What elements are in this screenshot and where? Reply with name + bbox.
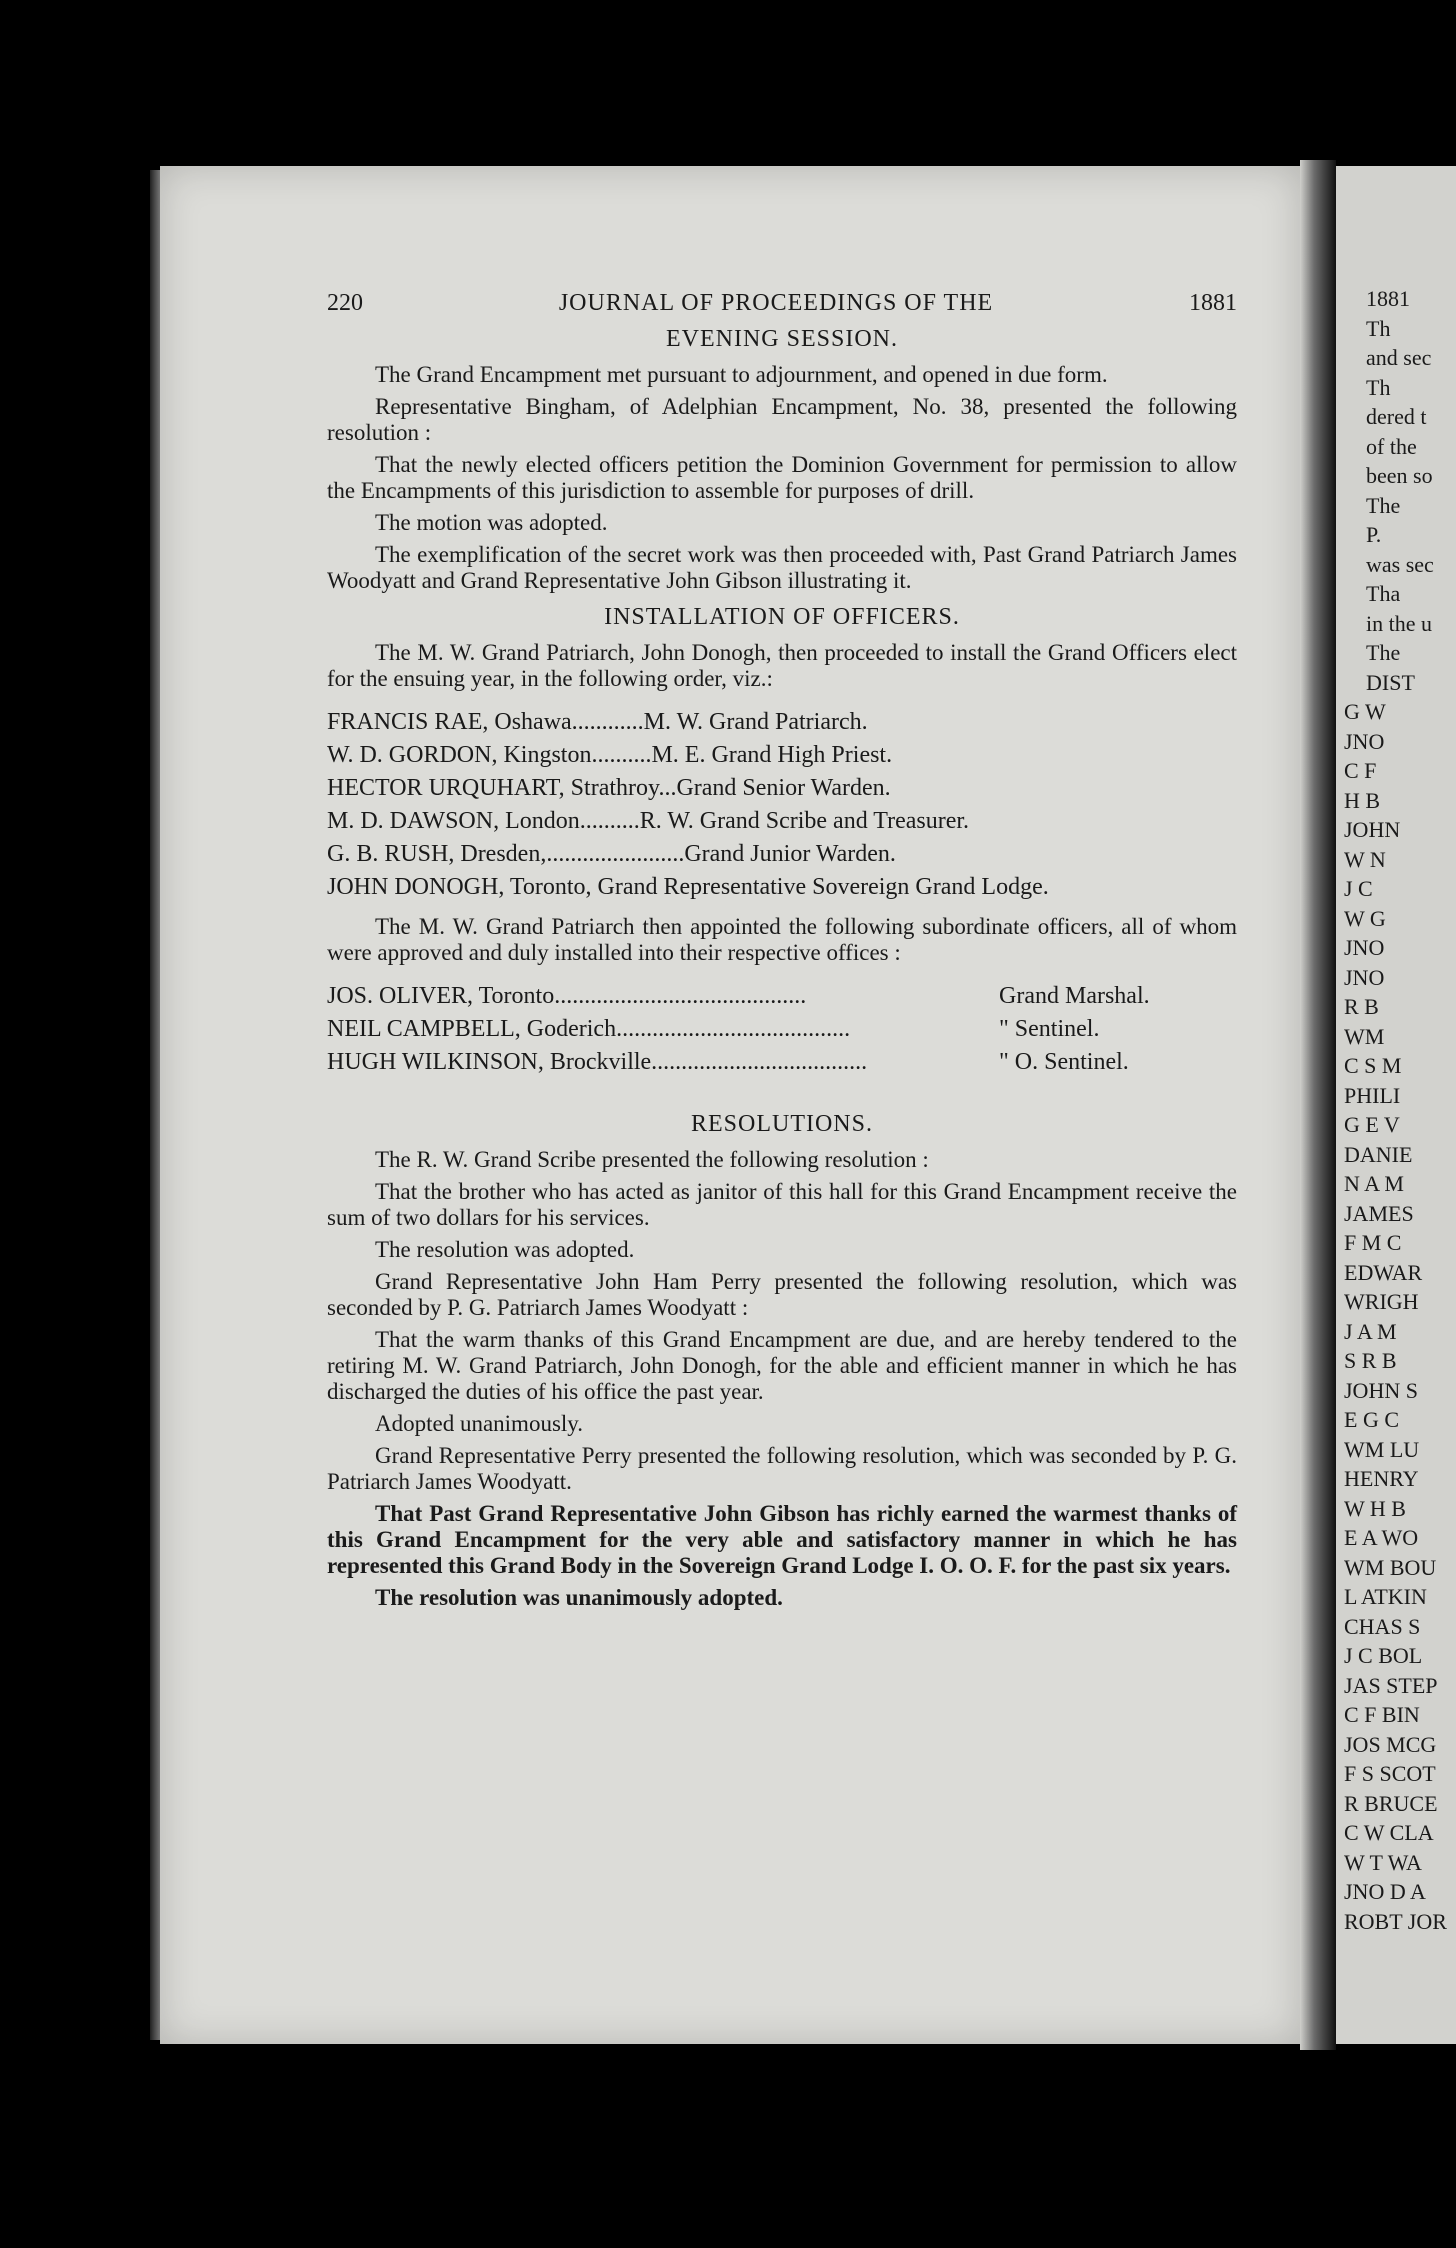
paragraph: Representative Bingham, of Adelphian Encampment, No. 38, presented the following resolution : [327, 394, 1237, 445]
right-page-line: G E V [1344, 1112, 1400, 1137]
officer-line: FRANCIS RAE, Oshawa............M. W. Grand Patriarch. [327, 709, 868, 735]
paragraph: That Past Grand Representative John Gibson has richly earned the warmest thanks of this Grand Encampment for the very able and satisfactory manner in which he has represented this Grand Body in the Sovereign Grand Lodge I. O. O. F. for the past six years. [327, 1501, 1237, 1578]
right-page-line: C S M [1344, 1053, 1402, 1078]
right-page-line: W H B [1344, 1495, 1406, 1521]
right-page-line: J C [1344, 876, 1373, 901]
paragraph: That the newly elected officers petition the Dominion Government for permission to allow the Encampments of this jurisdiction to assemble for purposes of drill. [327, 452, 1237, 503]
right-page-line: The [1366, 640, 1401, 665]
paragraph: The R. W. Grand Scribe presented the following resolution : [375, 1147, 929, 1172]
right-page-line: JOHN S [1344, 1377, 1418, 1403]
appointed-officer-name: HUGH WILKINSON, Brockville.................................... [327, 1049, 868, 1075]
installation-heading: INSTALLATION OF OFFICERS. [604, 604, 960, 630]
right-page-line: 1881 [1366, 286, 1410, 311]
officer-line: W. D. GORDON, Kingston..........M. E. Grand High Priest. [327, 742, 893, 768]
right-page-line: L ATKIN [1344, 1584, 1427, 1609]
right-page-line: JOHN [1344, 817, 1401, 842]
paragraph: Grand Representative Perry presented the following resolution, which was seconded by P. G. Patriarch James Woodyatt. [327, 1443, 1237, 1494]
right-page-line: WM [1344, 1023, 1385, 1049]
right-page-line: W G [1344, 905, 1386, 931]
right-page-line: Tha [1366, 581, 1401, 606]
right-page-line: JNO [1344, 935, 1385, 960]
right-page-line: PHILI [1344, 1082, 1401, 1108]
right-page-line: R B [1344, 994, 1379, 1019]
right-page-line: C F [1344, 758, 1377, 783]
paragraph: The exemplification of the secret work was then proceeded with, Past Grand Patriarch James Woodyatt and Grand Representative John Gibson illustrating it. [327, 542, 1237, 593]
right-page-line: JOS MCG [1344, 1731, 1437, 1757]
paragraph: That the warm thanks of this Grand Encampment are due, and are hereby tendered to the retiring M. W. Grand Patriarch, John Donogh, for the able and efficient manner in which he has discharged the duties of his office the past year. [327, 1327, 1237, 1404]
right-page-line: CHAS S [1344, 1613, 1421, 1639]
right-page-line: and sec [1366, 345, 1432, 370]
officer-line: G. B. RUSH, Dresden,.......................Grand Junior Warden. [327, 841, 896, 867]
right-page-line: in the u [1366, 610, 1432, 636]
right-page-line: W N [1344, 846, 1386, 872]
right-page-line: WM LU [1344, 1436, 1420, 1462]
right-page-line: dered t [1366, 404, 1427, 429]
right-page-line: JNO D A [1344, 1879, 1426, 1904]
right-page-line: of the [1366, 433, 1417, 459]
right-page-line: DANIE [1344, 1141, 1413, 1167]
resolutions-heading: RESOLUTIONS. [690, 1111, 873, 1137]
right-page-line: EDWAR [1344, 1259, 1423, 1285]
right-page-line: J A M [1344, 1318, 1397, 1344]
officer-line: M. D. DAWSON, London..........R. W. Grand Scribe and Treasurer. [327, 808, 970, 834]
right-page-line: W T WA [1344, 1849, 1422, 1875]
appointed-officer-name: JOS. OLIVER, Toronto.......................................... [327, 983, 807, 1009]
right-page-line: G W [1344, 699, 1386, 724]
header-year: 1881 [1189, 290, 1237, 316]
appointed-officer-office: Grand Marshal. [999, 983, 1150, 1009]
right-page-line: N A M [1344, 1171, 1404, 1196]
running-title: JOURNAL OF PROCEEDINGS OF THE [558, 290, 994, 316]
right-page-line: S R B [1344, 1348, 1397, 1373]
right-page-line: DIST [1366, 669, 1415, 695]
evening-session-heading: EVENING SESSION. [666, 326, 898, 352]
paragraph: The M. W. Grand Patriarch then appointed the following subordinate officers, all of whom were approved and duly installed into their respective offices : [327, 914, 1237, 965]
right-page-line: JAMES [1344, 1200, 1414, 1226]
paragraph: The M. W. Grand Patriarch, John Donogh, then proceeded to install the Grand Officers elect for the ensuing year, in the following order, viz.: [327, 640, 1237, 691]
right-page-line: JAS STEP [1344, 1672, 1438, 1698]
paragraph: That the brother who has acted as janitor of this hall for this Grand Encampment receive the sum of two dollars for his services. [327, 1179, 1237, 1230]
appointed-officer-office: " O. Sentinel. [999, 1049, 1129, 1075]
paragraph: The resolution was adopted. [375, 1237, 635, 1262]
right-page-line: HENRY [1344, 1466, 1419, 1491]
right-page-line: C W CLA [1344, 1820, 1434, 1845]
appointed-officer-name: NEIL CAMPBELL, Goderich....................................... [327, 1016, 851, 1042]
right-page-line: The [1366, 492, 1401, 518]
page-number: 220 [327, 290, 363, 316]
right-page-line: Th [1366, 374, 1391, 400]
officer-line: JOHN DONOGH, Toronto, Grand Representative Sovereign Grand Lodge. [327, 874, 1049, 900]
paragraph: The Grand Encampment met pursuant to adjournment, and opened in due form. [375, 362, 1108, 387]
right-page-line: P. [1366, 522, 1382, 547]
right-page-line: C F BIN [1344, 1702, 1420, 1727]
appointed-officer-line [327, 1013, 1237, 1046]
page-gutter [1300, 160, 1336, 2050]
paragraph: Grand Representative John Ham Perry presented the following resolution, which was seconded by P. G. Patriarch James Woodyatt : [327, 1269, 1237, 1320]
running-header [327, 290, 1237, 316]
appointed-officer-line [327, 980, 1237, 1013]
right-page-line: H B [1344, 787, 1381, 813]
paragraph: Adopted unanimously. [375, 1411, 584, 1436]
right-page-line: R BRUCE [1344, 1790, 1438, 1816]
right-page-line: J C BOL [1344, 1643, 1423, 1668]
appointed-officer-list [327, 980, 1237, 1079]
right-page-line: was sec [1366, 551, 1434, 577]
right-page-line: JNO [1344, 964, 1385, 990]
right-page-line: E A WO [1344, 1525, 1419, 1550]
right-page-line: F S SCOT [1344, 1761, 1436, 1786]
paragraph: The motion was adopted. [375, 510, 608, 535]
right-page-line: ROBT JOR [1344, 1908, 1447, 1934]
right-page-line: JNO [1344, 728, 1385, 754]
officer-line: HECTOR URQUHART, Strathroy...Grand Senior Warden. [327, 775, 891, 801]
appointed-officer-office: " Sentinel. [999, 1016, 1100, 1042]
officer-list [327, 706, 1237, 904]
right-page-line: WRIGH [1344, 1289, 1419, 1314]
appointed-officer-line [327, 1046, 1237, 1079]
paragraph: The resolution was unanimously adopted. [375, 1585, 783, 1610]
right-page-line: Th [1366, 315, 1391, 341]
page-content [327, 290, 1237, 1617]
right-page-line: WM BOU [1344, 1554, 1437, 1580]
right-page-line: E G C [1344, 1407, 1399, 1432]
right-page-line: F M C [1344, 1230, 1402, 1255]
right-page-fragment [1336, 166, 1456, 2044]
right-page-line: been so [1366, 463, 1433, 488]
